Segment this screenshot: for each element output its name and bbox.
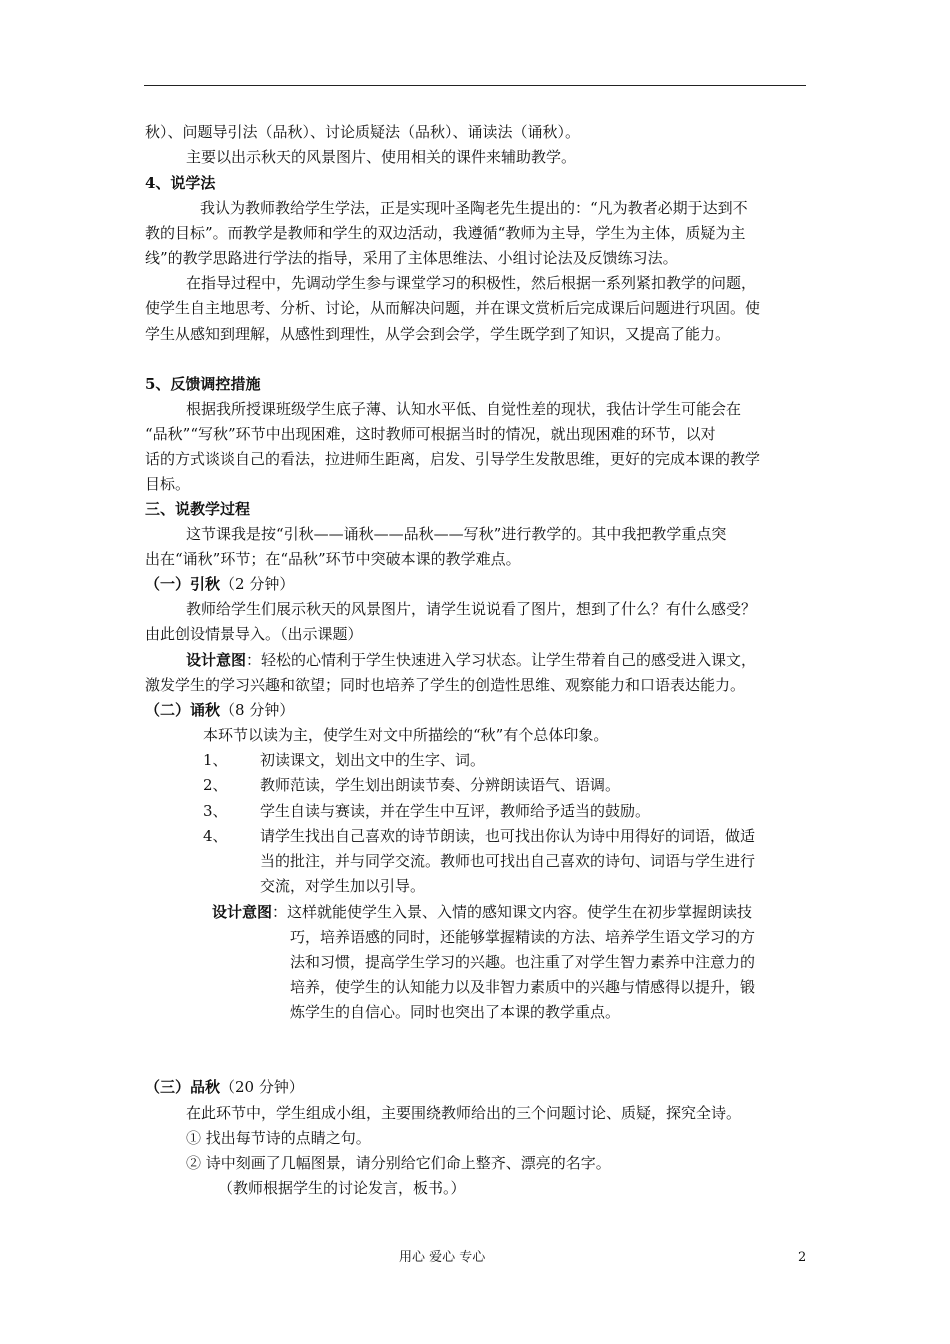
subsection-title: （二）诵秋 — [145, 701, 221, 719]
list-number: 1、 — [203, 751, 228, 769]
list-number: 4、 — [203, 827, 228, 845]
footer-motto: 用心 爱心 专心 — [399, 1250, 486, 1265]
header-rule — [144, 85, 806, 86]
text-line: 我认为教师教给学生学法，正是实现叶圣陶老先生提出的：“凡为教者必期于达到不 — [200, 199, 748, 217]
text-line: 线”的教学思路进行学法的指导，采用了主体思维法、小组讨论法及反馈练习法。 — [145, 249, 678, 267]
text-line: 本环节以读为主，使学生对文中所描绘的“秋”有个总体印象。 — [203, 726, 609, 744]
text-line: 激发学生的学习兴趣和欲望；同时也培养了学生的创造性思维、观察能力和口语表达能力。 — [145, 676, 746, 694]
list-item: 初读课文，划出文中的生字、词。 — [260, 751, 486, 769]
design-intent-label: 设计意图 — [212, 903, 273, 921]
text-line: “品秋”“写秋”环节中出现困难，这时教师可根据当时的情况，就出现困难的环节，以对 — [145, 425, 716, 443]
text-line: 话的方式谈谈自己的看法，拉进师生距离，启发、引导学生发散思维，更好的完成本课的教学 — [145, 450, 761, 468]
design-intent-text: ：这样就能使学生入景、入情的感知课文内容。使学生在初步掌握朗读技 — [272, 903, 753, 921]
subsection-duration: （20 分钟） — [220, 1078, 304, 1096]
text-line: 在指导过程中，先调动学生参与课堂学习的积极性，然后根据一系列紧扣教学的问题， — [186, 274, 757, 292]
list-item-continued: 当的批注，并与同学交流。教师也可找出自己喜欢的诗句、词语与学生进行 — [260, 852, 756, 870]
section-heading: 4、说学法 — [145, 174, 216, 192]
text-line: 法和习惯，提高学生学习的兴趣。也注重了对学生智力素养中注意力的 — [290, 953, 756, 971]
text-line: （教师根据学生的讨论发言，板书。） — [218, 1179, 466, 1197]
list-item: 教师范读，学生划出朗读节奏、分辨朗读语气、语调。 — [260, 776, 621, 794]
text-line: 主要以出示秋天的风景图片、使用相关的课件来辅助教学。 — [186, 148, 577, 166]
subsection-duration: （2 分钟） — [220, 575, 295, 593]
text-line: 秋）、问题导引法（品秋）、讨论质疑法（品秋）、诵读法（诵秋）。 — [145, 123, 581, 141]
text-line: 学生从感知到理解，从感性到理性，从学会到会学，学生既学到了知识，又提高了能力。 — [145, 325, 731, 343]
subsection-heading — [145, 700, 294, 720]
subsection-heading — [145, 574, 294, 594]
text-line: 教师给学生们展示秋天的风景图片，请学生说说看了图片，想到了什么？有什么感受？ — [186, 600, 757, 618]
subsection-heading — [145, 1077, 304, 1097]
text-line: 在此环节中，学生组成小组，主要围绕教师给出的三个问题讨论、质疑，探究全诗。 — [186, 1104, 742, 1122]
text-line: 炼学生的自信心。同时也突出了本课的教学重点。 — [290, 1003, 621, 1021]
text-line: 培养，使学生的认知能力以及非智力素质中的兴趣与情感得以提升，锻 — [290, 978, 756, 996]
text-line: 由此创设情景导入。（出示课题） — [145, 625, 363, 643]
text-line: ② 诗中刻画了几幅图景，请分别给它们命上整齐、漂亮的名字。 — [186, 1154, 611, 1172]
text-line: 巧，培养语感的同时，还能够掌握精读的方法、培养学生语文学习的方 — [290, 928, 756, 946]
text-line: 根据我所授课班级学生底子薄、认知水平低、自觉性差的现状，我估计学生可能会在 — [186, 400, 742, 418]
subsection-title: （一）引秋 — [145, 575, 221, 593]
list-item: 学生自读与赛读，并在学生中互评，教师给予适当的鼓励。 — [260, 802, 651, 820]
text-line: 目标。 — [145, 475, 191, 493]
text-line: 教的目标”。而教学是教师和学生的双边活动，我遵循“教师为主导，学生为主体，质疑为主 — [145, 224, 746, 242]
text-line: ① 找出每节诗的点睛之句。 — [186, 1129, 371, 1147]
section-heading: 三、说教学过程 — [145, 500, 251, 518]
design-intent-line — [186, 650, 756, 670]
design-intent-text: ：轻松的心情利于学生快速进入学习状态。让学生带着自己的感受进入课文， — [246, 651, 757, 669]
design-intent-line — [212, 902, 752, 922]
list-number: 2、 — [203, 776, 228, 794]
list-item: 请学生找出自己喜欢的诗节朗读，也可找出你认为诗中用得好的词语，做适 — [260, 827, 756, 845]
list-number: 3、 — [203, 802, 228, 820]
subsection-duration: （8 分钟） — [220, 701, 295, 719]
text-line: 使学生自主地思考、分析、讨论，从而解决问题，并在课文赏析后完成课后问题进行巩固。使 — [145, 299, 761, 317]
text-line: 这节课我是按“引秋——诵秋——品秋——写秋”进行教学的。其中我把教学重点突 — [186, 525, 727, 543]
text-line: 出在“诵秋”环节；在“品秋”环节中突破本课的教学难点。 — [145, 550, 521, 568]
subsection-title: （三）品秋 — [145, 1078, 221, 1096]
page-number: 2 — [798, 1250, 807, 1265]
list-item-continued: 交流，对学生加以引导。 — [260, 877, 426, 895]
design-intent-label: 设计意图 — [186, 651, 247, 669]
section-heading: 5、反馈调控措施 — [145, 375, 261, 393]
